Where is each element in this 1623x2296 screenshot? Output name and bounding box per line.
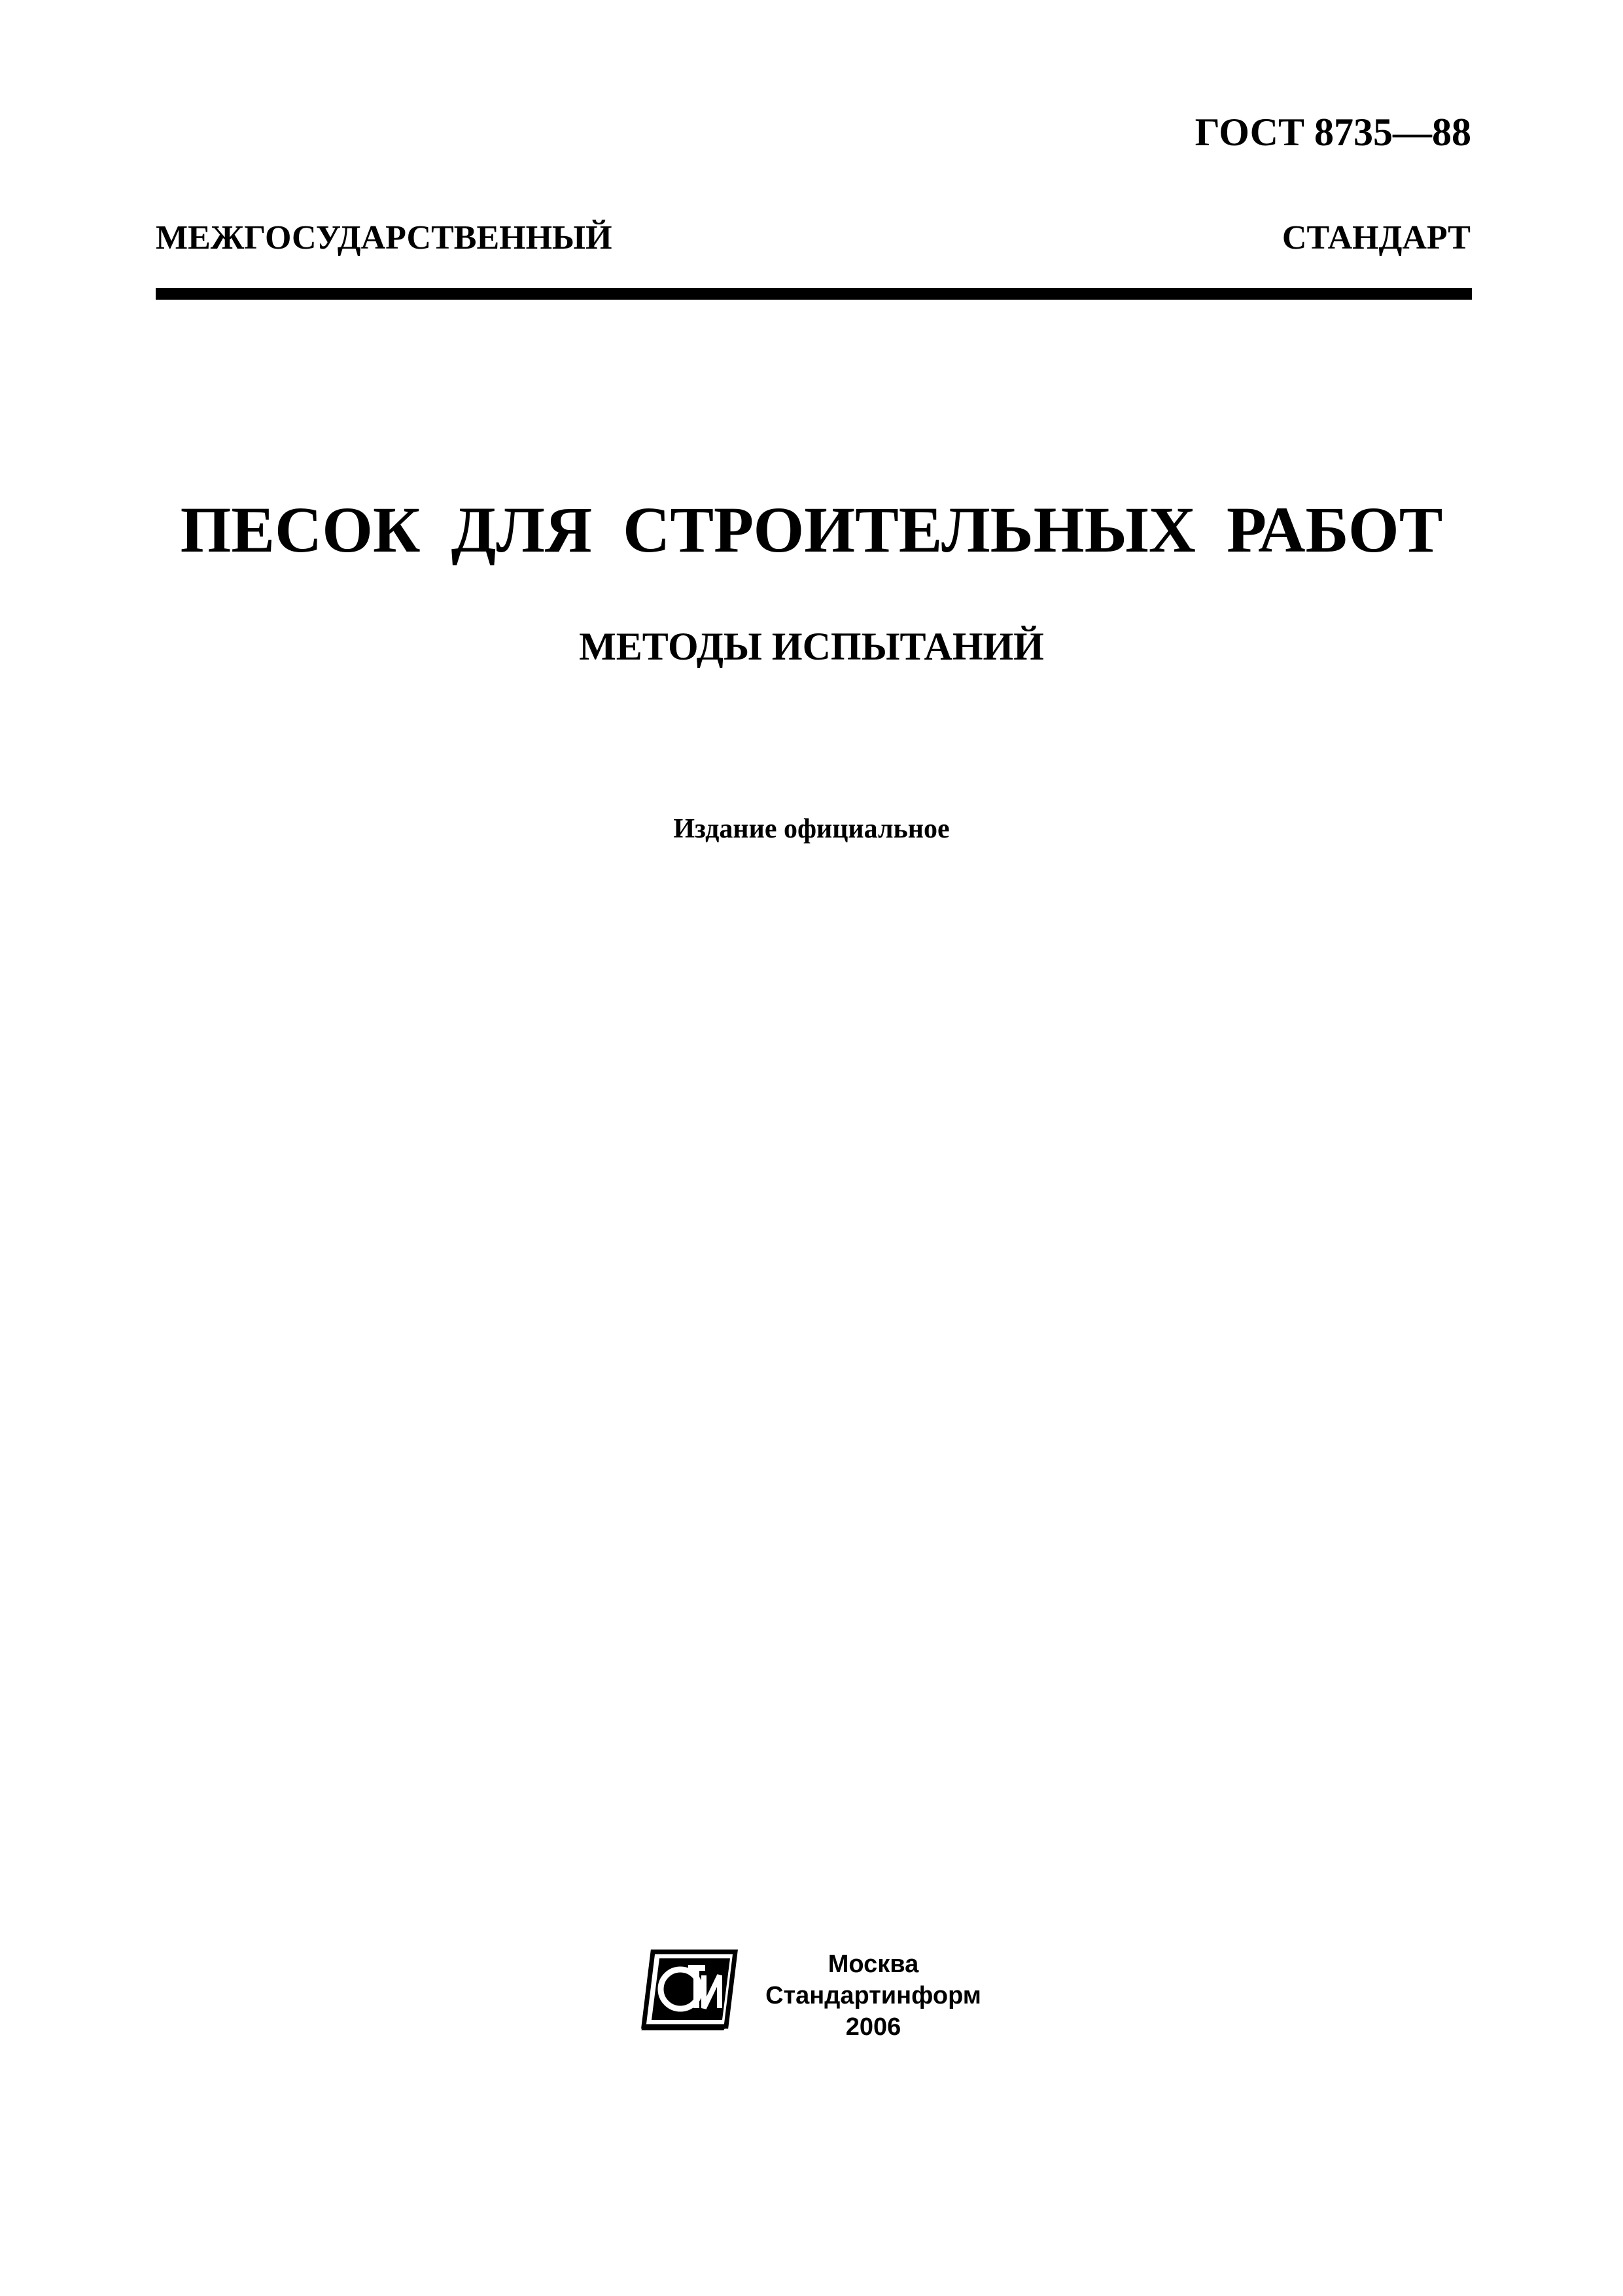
page-subtitle: МЕТОДЫ ИСПЫТАНИЙ (579, 625, 1044, 668)
edition-note: Издание официальное (673, 814, 950, 844)
standard-type-heading: МЕЖГОСУДАРСТВЕННЫЙ СТАНДАРТ (156, 219, 1471, 256)
header-divider (156, 288, 1472, 300)
publisher-logo-icon (640, 1947, 739, 2032)
imprint (759, 1949, 988, 2043)
publisher-city: Москва (828, 1951, 919, 1978)
page-title: ПЕСОК ДЛЯ СТРОИТЕЛЬНЫХ РАБОТ (180, 493, 1443, 566)
document-number: ГОСТ 8735—88 (1195, 111, 1471, 154)
publisher-name: Стандартинформ (765, 1982, 981, 2009)
publication-year: 2006 (845, 2013, 901, 2041)
